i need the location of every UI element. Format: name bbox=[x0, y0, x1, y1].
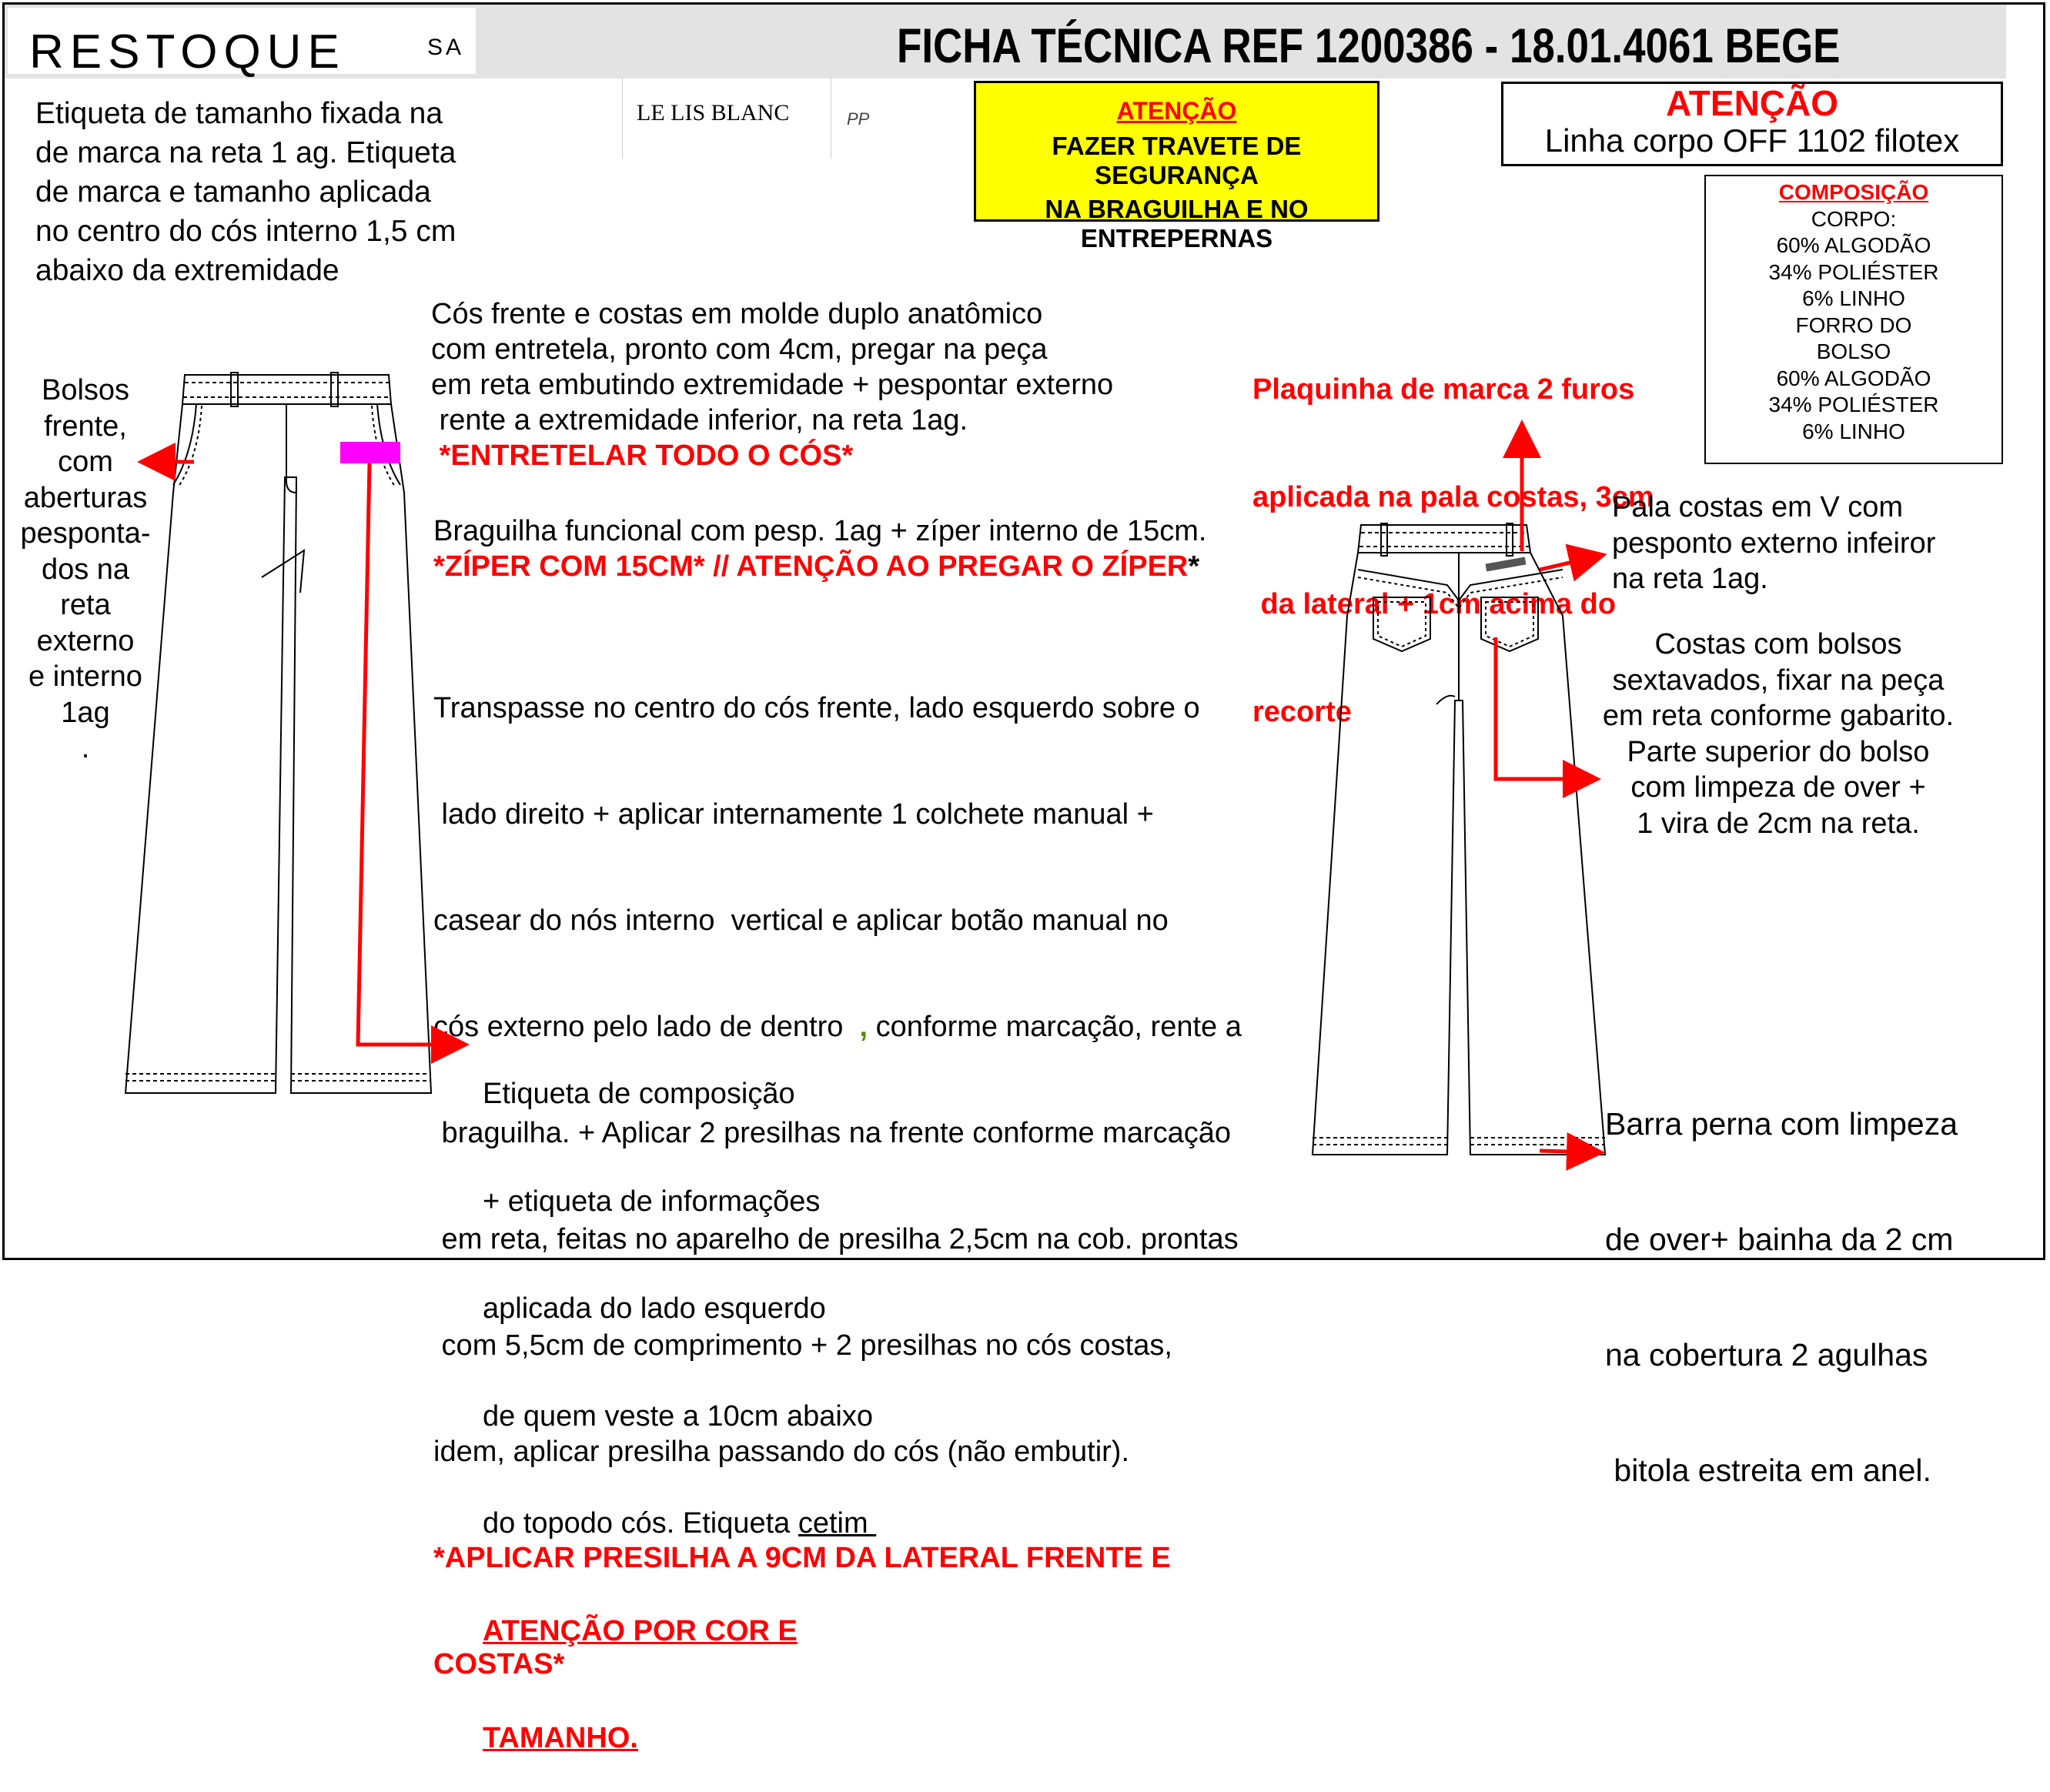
brand-tag-name: LE LIS BLANC bbox=[637, 100, 790, 125]
overlap-line: com 5,5cm de comprimento + 2 presilhas no cós costas, bbox=[433, 1329, 1172, 1362]
comp-label-satin: cetim bbox=[798, 1507, 877, 1540]
page-title: FICHA TÉCNICA REF 1200386 - 18.01.4061 BEGE bbox=[897, 19, 1841, 73]
front-pockets-line: pesponta- bbox=[20, 517, 151, 550]
composition-line: FORRO DO bbox=[1795, 313, 1912, 337]
comp-label-line: de quem veste a 10cm abaixo bbox=[483, 1399, 873, 1433]
arrow-comp-label bbox=[358, 463, 462, 1045]
front-pockets-line: dos na bbox=[41, 553, 130, 586]
fly-line: Braguilha funcional com pesp. 1ag + zíper interno de 15cm. bbox=[433, 515, 1207, 547]
composition-line: 34% POLIÉSTER bbox=[1768, 259, 1939, 284]
brand-tag-size: PP bbox=[847, 109, 870, 129]
comp-label-warning: ATENÇÃO POR COR E bbox=[483, 1614, 798, 1647]
overlap-line: idem, aplicar presilha passando do cós (não embutir). bbox=[433, 1436, 1130, 1468]
hem-line: Barra perna com limpeza bbox=[1605, 1106, 1958, 1142]
label-note-line: Etiqueta de tamanho fixada na bbox=[35, 97, 443, 130]
composition-line: 60% ALGODÃO bbox=[1776, 366, 1931, 390]
brand-plate-line: aplicada na pala costas, 3cm bbox=[1252, 480, 1654, 513]
label-note-line: de marca e tamanho aplicada bbox=[35, 176, 431, 209]
security-warning-line: NA BRAGUILHA E NO ENTREPERNAS bbox=[1045, 195, 1309, 252]
front-pockets-line: com bbox=[58, 446, 113, 478]
hem-line: bitola estreita em anel. bbox=[1605, 1453, 1931, 1488]
label-note-line: abaixo da extremidade bbox=[35, 254, 339, 287]
composition-line: 34% POLIÉSTER bbox=[1768, 393, 1939, 416]
overlap-line: lado direito + aplicar internamente 1 colchete manual + bbox=[433, 798, 1154, 831]
brand-plate-mark bbox=[1486, 557, 1527, 572]
brand-plate-line: recorte bbox=[1252, 695, 1352, 728]
overlap-line: em reta, feitas no aparelho de presilha 2,5cm na cob. prontas bbox=[433, 1223, 1239, 1255]
front-pockets-line: reta bbox=[60, 589, 111, 621]
back-pockets-line: em reta conforme gabarito. bbox=[1602, 700, 1955, 732]
overlap-warning: *APLICAR PRESILHA A 9CM DA LATERAL FRENTE E bbox=[433, 1542, 1171, 1574]
comp-label-line: Etiqueta de composição bbox=[483, 1078, 795, 1110]
waistband-line: Cós frente e costas em molde duplo anatômico bbox=[431, 298, 1043, 330]
back-pockets-line: Parte superior do bolso bbox=[1627, 735, 1930, 768]
waistband-line: rente a extremidade inferior, na reta 1ag. bbox=[431, 404, 968, 436]
fly-warning-end: * bbox=[1188, 550, 1200, 583]
security-warning-line: FAZER TRAVETE DE SEGURANÇA bbox=[1052, 132, 1302, 189]
overlap-line: braguilha. + Aplicar 2 presilhas na frente conforme marcação bbox=[433, 1117, 1232, 1149]
back-pockets-line: sextavados, fixar na peça bbox=[1612, 664, 1945, 697]
front-pockets-line: 1ag bbox=[61, 696, 110, 729]
waistband-warning: *ENTRETELAR TODO O CÓS* bbox=[431, 440, 854, 472]
composition-line: CORPO: bbox=[1811, 206, 1897, 231]
front-pockets-line: aberturas bbox=[23, 481, 148, 514]
waistband-line: com entretela, pronto com 4cm, pregar na peça bbox=[431, 333, 1048, 366]
arrow-hem bbox=[1540, 1151, 1597, 1152]
company-logo: RESTOQUE bbox=[29, 25, 346, 79]
waistband-line: em reta embutindo extremidade + pespontar externo bbox=[431, 369, 1114, 401]
composition-line: 6% LINHO bbox=[1802, 286, 1905, 310]
overlap-warning: COSTAS* bbox=[433, 1648, 565, 1680]
label-note-line: no centro do cós interno 1,5 cm bbox=[35, 215, 456, 248]
fly-warning: *ZÍPER COM 15CM* // ATENÇÃO AO PREGAR O ZÍPER bbox=[433, 550, 1189, 583]
label-note-line: de marca na reta 1 ag. Etiqueta bbox=[35, 136, 456, 169]
front-pockets-line: . bbox=[81, 732, 90, 764]
front-pockets-line: frente, bbox=[44, 410, 127, 443]
composition-line: 6% LINHO bbox=[1802, 419, 1905, 443]
back-pockets-line: Costas com bolsos bbox=[1654, 628, 1902, 660]
back-yoke-line: Pala costas em V com bbox=[1612, 491, 1904, 523]
front-pockets-line: externo bbox=[36, 624, 135, 657]
thread-attention-text: Linha corpo OFF 1102 filotex bbox=[1544, 122, 1960, 159]
composition-line: BOLSO bbox=[1816, 339, 1891, 363]
arrow-back-yoke bbox=[1540, 556, 1600, 570]
back-yoke-line: pesponto externo infeiror bbox=[1612, 527, 1936, 560]
hem-line: na cobertura 2 agulhas bbox=[1605, 1337, 1928, 1372]
brand-plate-line: da lateral + 1cm acima do bbox=[1252, 588, 1617, 620]
overlap-line: conforme marcação, rente a bbox=[868, 1011, 1242, 1043]
overlap-line: casear do nós interno vertical e aplicar botão manual no bbox=[433, 904, 1169, 937]
back-pockets-line: com limpeza de over + bbox=[1630, 771, 1926, 804]
overlap-line: cós externo pelo lado de dentro bbox=[433, 1011, 851, 1043]
comp-label-line: aplicada do lado esquerdo bbox=[483, 1292, 826, 1325]
brand-plate-line: Plaquinha de marca 2 furos bbox=[1252, 373, 1635, 406]
comp-label-line: do topodo cós. Etiqueta bbox=[483, 1507, 798, 1540]
back-pants-drawing bbox=[1313, 523, 1605, 1155]
comp-label-warning: TAMANHO. bbox=[483, 1722, 638, 1754]
composition-line: 60% ALGODÃO bbox=[1776, 233, 1931, 257]
front-pants-drawing bbox=[125, 373, 431, 1093]
overlap-line: Transpasse no centro do cós frente, lado esquerdo sobre o bbox=[433, 692, 1200, 724]
company-logo-suffix: SA bbox=[427, 35, 465, 60]
front-pockets-line: Bolsos bbox=[41, 374, 130, 406]
comp-label-line: + etiqueta de informações bbox=[483, 1185, 821, 1218]
back-yoke-line: na reta 1ag. bbox=[1612, 563, 1768, 595]
security-warning-title: ATENÇÃO bbox=[1116, 97, 1237, 125]
thread-attention-title: ATENÇÃO bbox=[1665, 83, 1839, 123]
overlap-comma: , bbox=[851, 1011, 868, 1043]
hem-line: de over+ bainha da 2 cm bbox=[1605, 1222, 1954, 1257]
back-pockets-line: 1 vira de 2cm na reta. bbox=[1637, 807, 1920, 840]
arrow-back-pockets bbox=[1496, 637, 1594, 779]
label-position-mark bbox=[340, 442, 400, 463]
front-pockets-line: e interno bbox=[28, 660, 142, 693]
composition-title: COMPOSIÇÃO bbox=[1778, 180, 1929, 204]
